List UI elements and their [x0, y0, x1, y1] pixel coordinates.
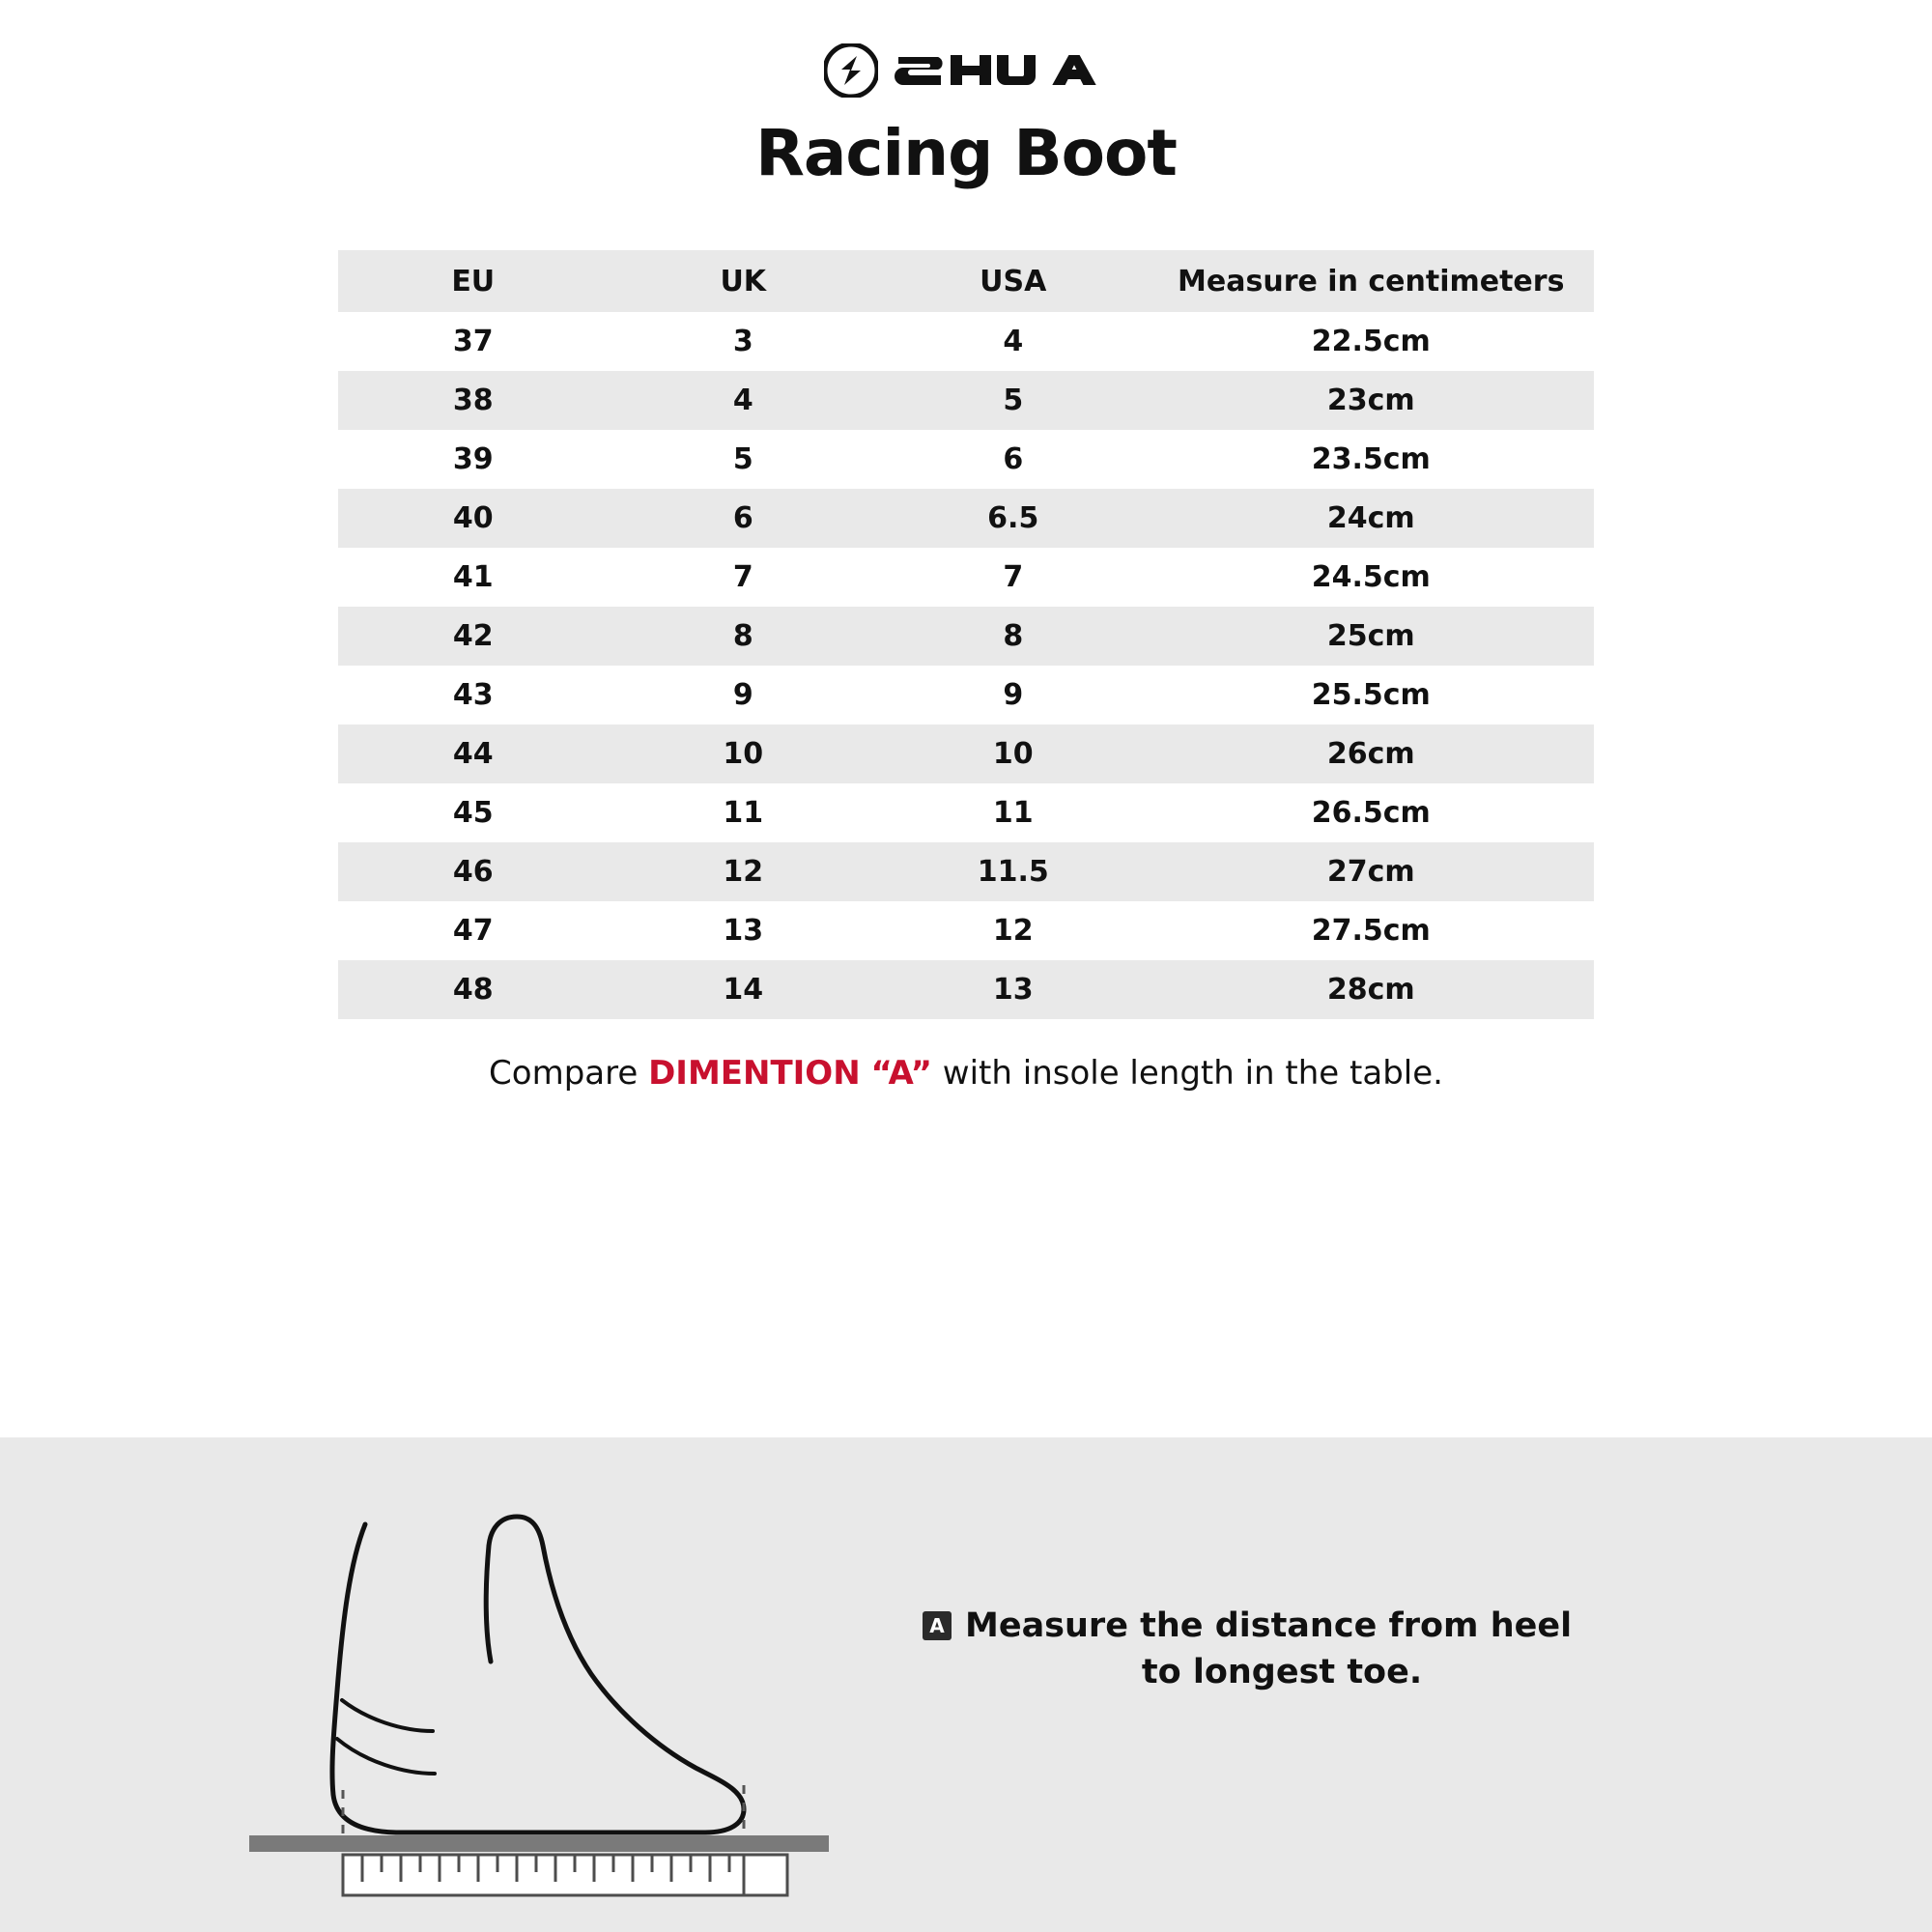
cell-uk: 10 [723, 737, 764, 771]
table-row [338, 842, 1594, 901]
table-row [338, 312, 1594, 371]
brand-logo [0, 0, 1932, 106]
cell-cm: 23cm [1326, 384, 1415, 417]
cell-cm: 26.5cm [1311, 796, 1431, 830]
dimension-a-badge: A [923, 1611, 952, 1640]
table-row [338, 489, 1594, 548]
cell-eu: 37 [452, 325, 494, 358]
cell-uk: 9 [732, 678, 753, 712]
cell-cm: 22.5cm [1311, 325, 1431, 358]
column-header-cm: Measure in centimeters [1178, 264, 1565, 298]
cell-eu: 42 [452, 619, 494, 653]
column-header-uk: UK [720, 264, 767, 298]
cell-cm: 25cm [1326, 619, 1415, 653]
measure-panel [0, 1437, 1932, 1932]
cell-cm: 24cm [1326, 501, 1415, 535]
cell-eu: 38 [452, 384, 494, 417]
page-title: Racing Boot [755, 116, 1177, 190]
cell-uk: 12 [723, 855, 764, 889]
cell-cm: 23.5cm [1311, 442, 1431, 476]
table-row [338, 783, 1594, 842]
measure-note-line2: to longest toe. [1141, 1653, 1423, 1691]
cell-usa: 6 [1003, 442, 1024, 476]
cell-cm: 24.5cm [1311, 560, 1431, 594]
cell-usa: 13 [992, 973, 1034, 1007]
cell-eu: 40 [452, 501, 494, 535]
cell-uk: 11 [723, 796, 764, 830]
table-header-row [338, 250, 1594, 312]
cell-eu: 43 [452, 678, 494, 712]
size-table [338, 250, 1594, 1019]
cell-uk: 5 [732, 442, 753, 476]
cell-cm: 25.5cm [1311, 678, 1431, 712]
compare-suffix: with insole length in the table. [932, 1054, 1443, 1093]
measure-note-line1: Measure the distance from heel [965, 1606, 1573, 1645]
cell-cm: 27cm [1326, 855, 1415, 889]
column-header-eu: EU [451, 264, 496, 298]
cell-usa: 11 [992, 796, 1034, 830]
cell-eu: 47 [452, 914, 494, 948]
cell-cm: 26cm [1326, 737, 1415, 771]
table-row [338, 607, 1594, 666]
cell-eu: 39 [452, 442, 494, 476]
cell-usa: 10 [992, 737, 1034, 771]
cell-usa: 8 [1003, 619, 1024, 653]
cell-usa: 11.5 [977, 855, 1049, 889]
table-row [338, 430, 1594, 489]
cell-usa: 12 [992, 914, 1034, 948]
cell-eu: 46 [452, 855, 494, 889]
table-header [338, 250, 1594, 312]
cell-eu: 44 [452, 737, 494, 771]
foot-measure-diagram [242, 1495, 840, 1905]
table-row [338, 666, 1594, 724]
cell-eu: 41 [452, 560, 494, 594]
compare-prefix: Compare [489, 1054, 649, 1093]
cell-uk: 7 [732, 560, 753, 594]
cell-usa: 5 [1003, 384, 1024, 417]
cell-eu: 45 [452, 796, 494, 830]
table-row [338, 371, 1594, 430]
cell-eu: 48 [452, 973, 494, 1007]
cell-usa: 7 [1003, 560, 1024, 594]
column-header-usa: USA [980, 264, 1047, 298]
table-row [338, 901, 1594, 960]
table-row [338, 724, 1594, 783]
cell-cm: 27.5cm [1311, 914, 1431, 948]
compare-dimension: DIMENTION [648, 1054, 861, 1093]
shua-logo-icon [824, 43, 878, 98]
cell-uk: 6 [732, 501, 753, 535]
cell-uk: 3 [732, 325, 753, 358]
cell-uk: 13 [723, 914, 764, 948]
shua-wordmark-icon [892, 48, 1109, 93]
compare-dimension-letter: “A” [870, 1054, 932, 1093]
table-row [338, 960, 1594, 1019]
cell-uk: 14 [723, 973, 764, 1007]
cell-usa: 6.5 [987, 501, 1039, 535]
measure-note [923, 1606, 1599, 1691]
table-row [338, 548, 1594, 607]
compare-instruction [0, 1054, 1932, 1093]
cell-cm: 28cm [1326, 973, 1415, 1007]
cell-uk: 4 [732, 384, 753, 417]
cell-uk: 8 [732, 619, 753, 653]
table-body [338, 312, 1594, 1019]
cell-usa: 4 [1003, 325, 1024, 358]
cell-usa: 9 [1003, 678, 1024, 712]
size-table-wrapper [338, 250, 1594, 1019]
